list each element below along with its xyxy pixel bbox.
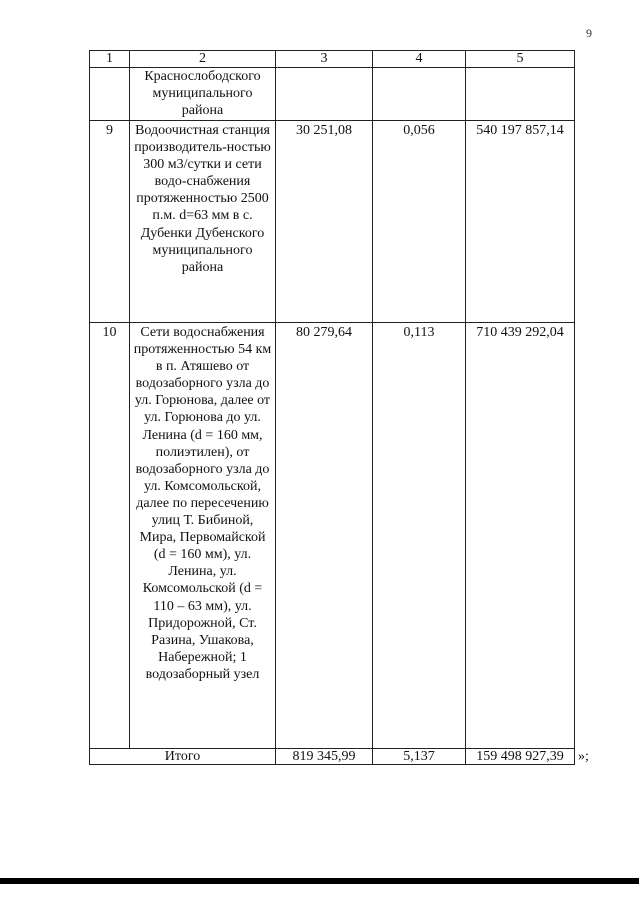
cell-value-5 xyxy=(466,68,575,121)
cell-value-4: 0,113 xyxy=(373,323,466,749)
cell-value-5: 540 197 857,14 xyxy=(466,121,575,323)
total-value-5: 159 498 927,39 xyxy=(466,749,575,765)
cell-name: Краснослободского муниципального района xyxy=(130,68,276,121)
cell-value-4: 0,056 xyxy=(373,121,466,323)
table-row xyxy=(90,121,575,323)
header-col-4: 4 xyxy=(373,51,466,68)
cell-value-5: 710 439 292,04 xyxy=(466,323,575,749)
table-row-continuation xyxy=(90,68,575,121)
cell-name: Сети водоснабжения протяженностью 54 км в п. Атяшево от водозаборного узла до ул. Горюнова, далее от ул. Горюнова до ул. Ленина (d = 160 мм, полиэтилен), от водозаборного узла до ул. Комсомольской, далее по пересечению улиц Т. Бибиной, Мира, Первомайской (d = 160 мм), ул. Ленина, ул. Комсомольской (d = 110 – 63 мм), ул. Придорожной, Ст. Разина, Ушакова, Набережной; 1 водозаборный узел xyxy=(130,323,276,749)
cell-value-3: 80 279,64 xyxy=(276,323,373,749)
closing-quote-mark: »; xyxy=(578,749,589,764)
header-col-5: 5 xyxy=(466,51,575,68)
table-row xyxy=(90,323,575,749)
cell-value-3: 30 251,08 xyxy=(276,121,373,323)
cell-value-3 xyxy=(276,68,373,121)
cell-value-4 xyxy=(373,68,466,121)
total-value-4: 5,137 xyxy=(373,749,466,765)
table-header-row xyxy=(90,51,575,68)
header-col-1: 1 xyxy=(90,51,130,68)
data-table xyxy=(89,50,575,765)
table-total-row xyxy=(90,749,575,765)
cell-num xyxy=(90,68,130,121)
header-col-2: 2 xyxy=(130,51,276,68)
cell-name: Водоочистная станция производитель-ностью 300 м3/сутки и сети водо-снабжения протяженностью 2500 п.м. d=63 мм в с. Дубенки Дубенского муниципального района xyxy=(130,121,276,323)
scan-edge-bar xyxy=(0,878,639,884)
cell-num: 9 xyxy=(90,121,130,323)
header-col-3: 3 xyxy=(276,51,373,68)
total-label: Итого xyxy=(90,749,276,765)
cell-num: 10 xyxy=(90,323,130,749)
total-value-3: 819 345,99 xyxy=(276,749,373,765)
page-number: 9 xyxy=(586,26,592,40)
